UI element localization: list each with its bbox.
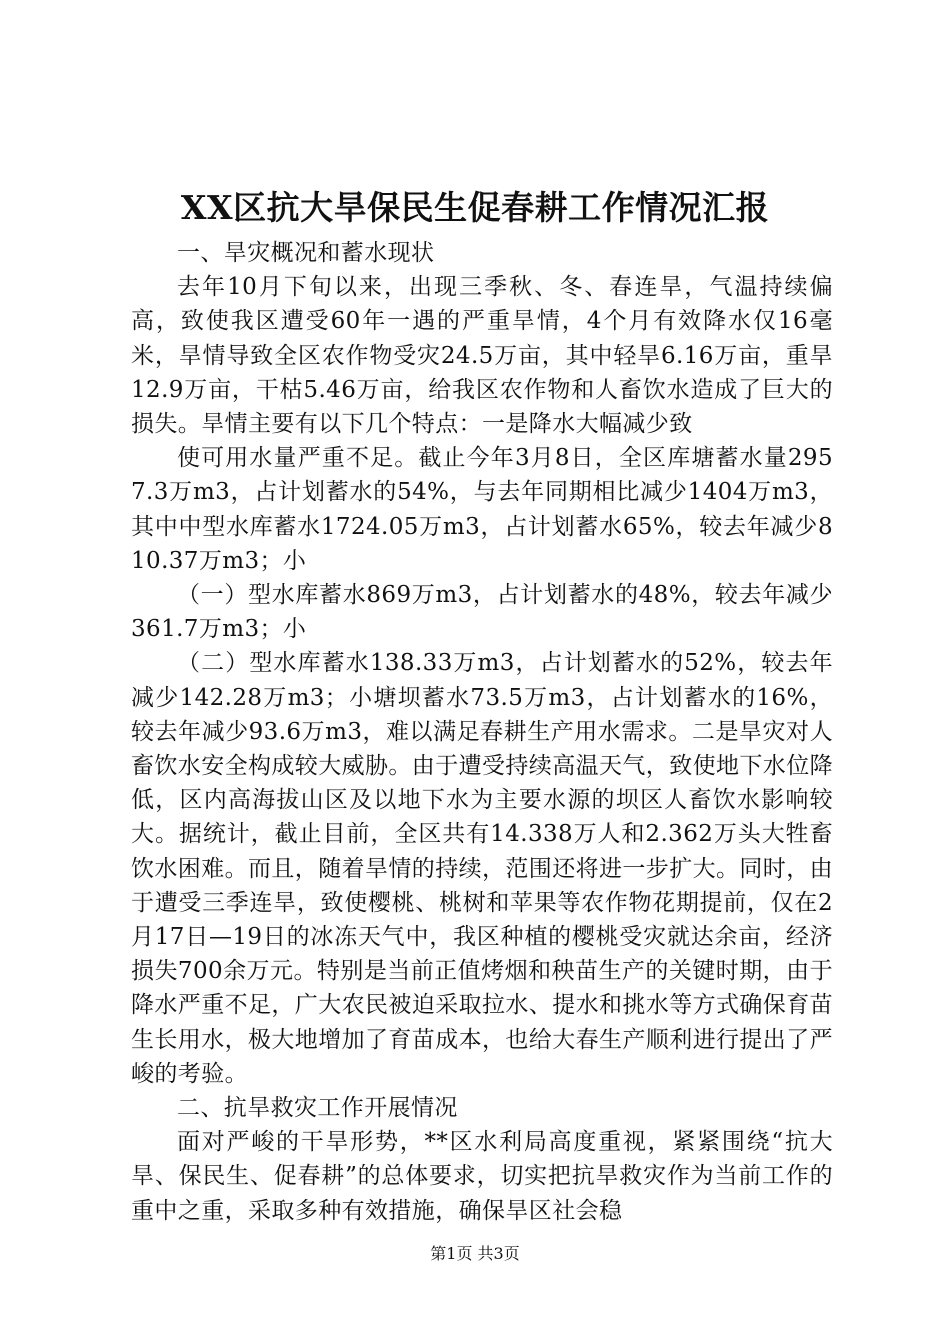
paragraph: （二）型水库蓄水138.33万m3，占计划蓄水的52%，较去年减少142.28万m3；小塘坝蓄水73.5万m3，占计划蓄水的16%，较去年减少93.6万m3，难以满足春耕生产用水需求。二是旱灾对人畜饮水安全构成较大威胁。由于遭受持续高温天气，致使地下水位降低，区内高海拔山区及以地下水为主要水源的坝区人畜饮水影响较大。据统计，截止目前，全区共有14.338万人和2.362万头大牲畜饮水困难。而且，随着旱情的持续，范围还将进一步扩大。同时，由于遭受三季连旱，致使樱桃、桃树和苹果等农作物花期提前，仅在2月17日—19日的冰冻天气中，我区种植的樱桃受灾就达余亩，经济损失700余万元。特别是当前正值烤烟和秧苗生产的关键时期，由于降水严重不足，广大农民被迫采取拉水、提水和挑水等方式确保育苗生长用水，极大地增加了育苗成本，也给大春生产顺利进行提出了严峻的考验。 — [131, 650, 833, 1087]
section-heading-2: 二、抗旱救灾工作开展情况 — [177, 1095, 458, 1122]
paragraph: 去年10月下旬以来，出现三季秋、冬、春连旱，气温持续偏高，致使我区遭受60年一遇的严重旱情，4个月有效降水仅16毫米，旱情导致全区农作物受灾24.5万亩，其中轻旱6.16万亩，重旱12.9万亩，干枯5.46万亩，给我区农作物和人畜饮水造成了巨大的损失。旱情主要有以下几个特点：一是降水大幅减少致 — [131, 274, 833, 438]
paragraph: （一）型水库蓄水869万m3，占计划蓄水的48%，较去年减少361.7万m3；小 — [131, 582, 833, 643]
document-body — [131, 236, 833, 1228]
paragraph: 面对严峻的干旱形势，**区水利局高度重视，紧紧围绕“抗大旱、保民生、促春耕”的总体要求，切实把抗旱救灾作为当前工作的重中之重，采取多种有效措施，确保旱区社会稳 — [131, 1129, 833, 1224]
document-title: XX区抗大旱保民生促春耕工作情况汇报 — [180, 188, 770, 227]
page-footer: 第1页 共3页 — [430, 1244, 520, 1263]
section-heading-1: 一、旱灾概况和蓄水现状 — [177, 240, 435, 266]
paragraph: 使可用水量严重不足。截止今年3月8日，全区库塘蓄水量2957.3万m3，占计划蓄水的54%，与去年同期相比减少1404万m3，其中中型水库蓄水1724.05万m3，占计划蓄水65%，较去年减少810.37万m3；小 — [131, 445, 833, 574]
